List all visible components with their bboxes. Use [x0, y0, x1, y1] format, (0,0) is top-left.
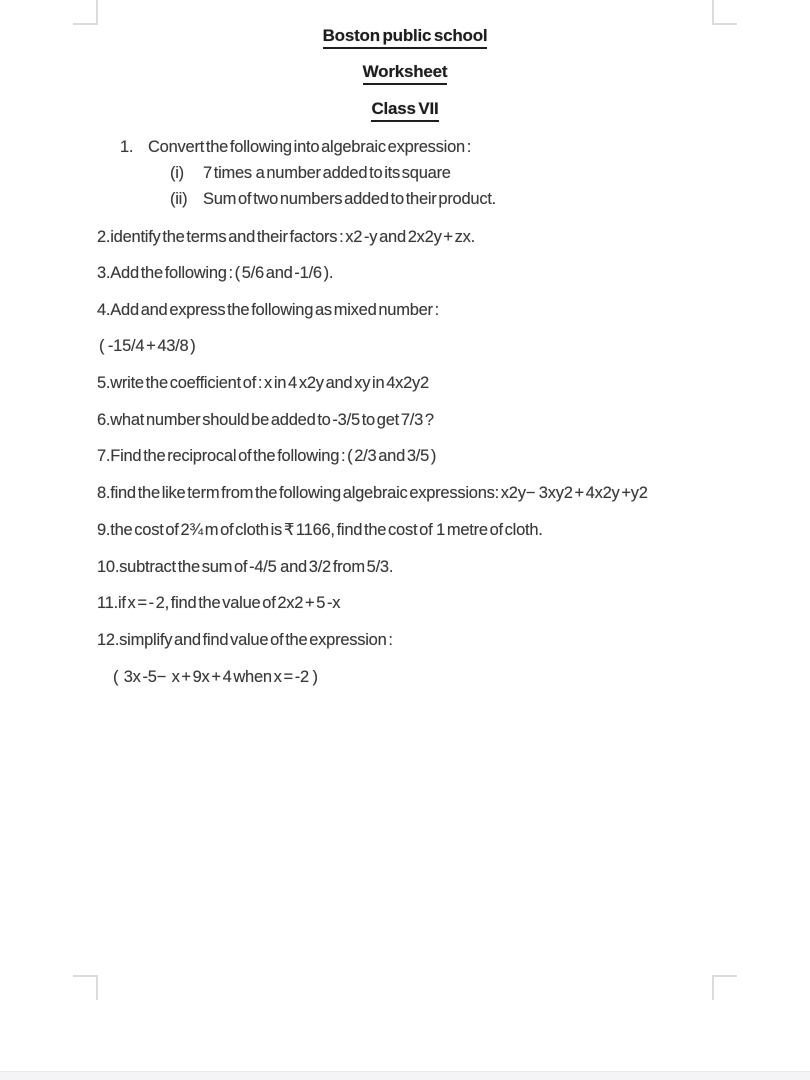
question-1 [120, 137, 471, 157]
question-10: 10.subtract the sum of -4/5 and 3/2 from 5/3. [97, 558, 394, 576]
question-4-expression: ( -15/4 + 43/8 ) [99, 337, 196, 355]
doc-type-text: Worksheet [363, 62, 448, 85]
item-ii-text: Sum of two numbers added to their product. [203, 190, 497, 208]
question-3: 3.Add the following : ( 5/6 and -1/6 ). [97, 264, 334, 282]
item-ii-label: (ii) [170, 190, 188, 208]
question-9: 9.the cost of 2¾ m of cloth is ₹ 1166, find the cost of 1 metre of cloth. [97, 521, 543, 539]
item-i-text: 7 times a number added to its square [203, 164, 451, 182]
question-12-expression: ( 3x -5− x + 9x + 4 when x = -2 ) [113, 668, 318, 686]
corner-mark-top-right [712, 0, 737, 25]
doc-type-title [0, 62, 810, 85]
school-title-text: Boston public school [323, 26, 488, 49]
question-7: 7.Find the reciprocal of the following : ( 2/3 and 3/5 ) [97, 447, 437, 465]
item-i-label: (i) [170, 164, 184, 182]
question-11: 11.if x = - 2, find the value of 2x2 + 5 -x [97, 594, 341, 612]
question-2: 2.identify the terms and their factors : x2 -y and 2x2y + zx. [97, 228, 475, 246]
question-4: 4.Add and express the following as mixed number : [97, 301, 439, 319]
question-1-item-i [170, 163, 451, 183]
question-1-text: Convert the following into algebraic expression : [148, 138, 472, 156]
school-title [0, 26, 810, 49]
question-6: 6.what number should be added to -3/5 to get 7/3 ? [97, 411, 434, 429]
corner-mark-top-left [73, 0, 98, 25]
question-8: 8.find the like term from the following algebraic expressions: x2y− 3xy2 + 4x2y +y2 [97, 484, 648, 502]
question-5: 5.write the coefficient of : x in 4 x2y and xy in 4x2y2 [97, 374, 429, 392]
corner-mark-bottom-right [712, 975, 737, 1000]
corner-mark-bottom-left [73, 975, 98, 1000]
page-bottom-edge [0, 1071, 810, 1080]
class-title-text: Class VII [371, 99, 438, 122]
question-1-number: 1. [120, 138, 134, 156]
question-12: 12.simplify and find value of the expression : [97, 631, 393, 649]
question-1-item-ii [170, 189, 496, 209]
class-title [0, 99, 810, 122]
